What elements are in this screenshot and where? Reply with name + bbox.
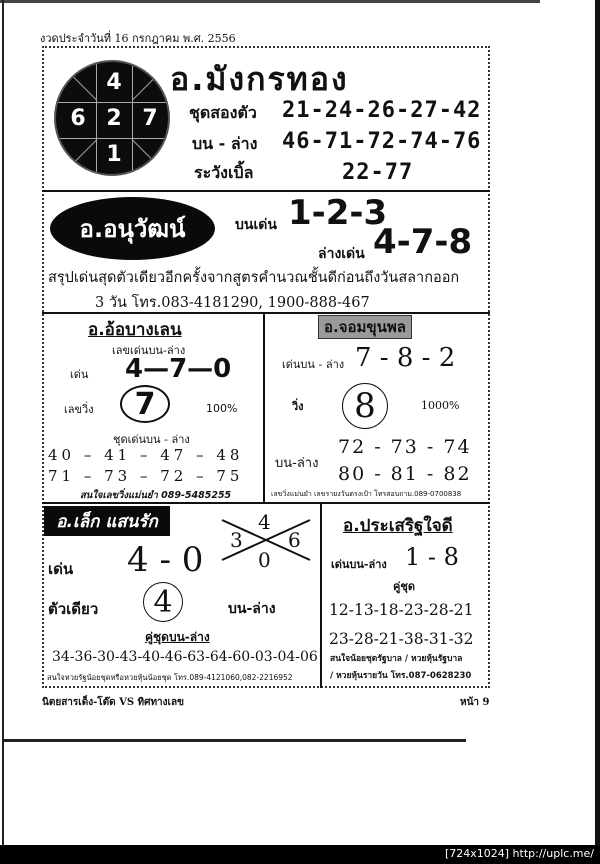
row-value: 46-71-72-74-76 xyxy=(282,129,482,154)
row-label: ชุดสองตัว xyxy=(189,103,257,122)
pairs-label: คู่ชุดบน-ล่าง xyxy=(145,630,210,644)
run-percent: 100% xyxy=(206,402,238,415)
single-circle xyxy=(143,582,183,622)
page-left-edge xyxy=(2,0,4,845)
run-value: 8 xyxy=(354,386,376,426)
row-value: 22-77 xyxy=(342,160,414,185)
row-value: 21-24-26-27-42 xyxy=(282,98,482,123)
watermark-text: [724x1024] http://uplc.me/ xyxy=(444,847,594,860)
number-wheel xyxy=(54,60,170,176)
pairs-label: คู่ชุด xyxy=(393,580,415,593)
pairs-row: 40 – 41 – 47 – 48 xyxy=(48,446,244,464)
run-circle xyxy=(342,383,388,429)
contact-text: 3 วัน โทร.083-4181290, 1900-888-467 xyxy=(95,295,370,311)
pairs-row: 72 - 73 - 74 xyxy=(338,436,472,458)
footer-note: สนใจหวยรัฐน้อยชุดหรือหวยหุ้นน้อยชุด โทร.089-4121060,082-2216952 xyxy=(47,673,293,682)
section-title: อ.มังกรทอง xyxy=(170,60,349,98)
run-percent: 1000% xyxy=(421,399,460,412)
section-ao-title: อ.อ้อบางเลน xyxy=(88,320,182,340)
wheel-top: 4 xyxy=(106,70,122,95)
publication-name: นิตยสารเด็ง-โต๊ด VS ทิศทางเลข xyxy=(42,697,184,708)
lead-label: เด่น xyxy=(70,368,89,381)
cross-bottom: 0 xyxy=(258,548,271,572)
section-jom-title: อ.จอมขุนพล xyxy=(318,315,412,339)
lead-value: 4 - 0 xyxy=(127,540,204,580)
pairs-label: ชุดเด่นบน - ล่าง xyxy=(113,433,190,446)
run-label: เลขวิ่ง xyxy=(64,403,94,416)
row-label: ระวังเบิ้ล xyxy=(194,163,254,182)
cross-left: 3 xyxy=(230,528,243,552)
pairs-label: บน-ล่าง xyxy=(275,456,319,471)
pairs-row: 80 - 81 - 82 xyxy=(338,463,472,485)
row-label: บน - ล่าง xyxy=(192,134,258,153)
page-top-edge xyxy=(0,0,540,3)
divider xyxy=(42,190,490,192)
divider xyxy=(320,502,322,688)
section-lek-title: อ.เล็ก แสนรัก xyxy=(44,506,170,536)
single-label: ตัวเดียว xyxy=(48,600,99,618)
lead-label: เด่นบน - ล่าง xyxy=(282,358,345,371)
lead-value: 7 - 8 - 2 xyxy=(355,343,456,373)
lead-label: เด่น xyxy=(48,560,74,578)
section-prasert-title: อ.ประเสริฐใจดี xyxy=(343,516,453,536)
single-value: 4 xyxy=(153,584,173,620)
footer-note: สนใจน้อยชุดรัฐบาล / หวยหุ้นรัฐบาล xyxy=(330,654,463,664)
page-right-edge xyxy=(595,0,600,845)
issue-date: งวดประจำวันที่ 16 กรกฎาคม พ.ศ. 2556 xyxy=(40,32,236,45)
cross-top: 4 xyxy=(258,510,271,534)
divider xyxy=(42,312,490,314)
wheel-bottom: 1 xyxy=(106,142,122,167)
lead-value: 1 - 8 xyxy=(405,543,459,571)
run-circle xyxy=(120,385,170,423)
lead-value: 4—7—0 xyxy=(125,354,232,384)
divider xyxy=(42,502,490,504)
pairs-row: 12-13-18-23-28-21 xyxy=(329,601,474,619)
wheel-left: 6 xyxy=(70,106,86,131)
pairs-row: 71 – 73 – 72 – 75 xyxy=(48,467,244,485)
run-value: 7 xyxy=(134,386,156,422)
pairs-list: 34-36-30-43-40-46-63-64-60-03-04-06 xyxy=(52,649,318,665)
run-label: วิ่ง xyxy=(292,400,304,413)
page-number: หน้า 9 xyxy=(460,697,490,708)
cross-right: 6 xyxy=(288,528,301,552)
bottom-value: 4-7-8 xyxy=(373,222,473,262)
section-anuwat-title: อ.อนุวัฒน์ xyxy=(50,197,215,260)
bottom-label: ล่างเด่น xyxy=(318,246,365,262)
single-suffix: บน-ล่าง xyxy=(228,601,276,617)
wheel-right: 7 xyxy=(142,106,158,131)
footer-note: / หวยหุ้นรายวัน โทร.087-0628230 xyxy=(330,671,472,681)
section-mangkorn xyxy=(42,48,490,190)
divider xyxy=(263,312,265,502)
footer-note: สนใจเลขวิ่งแม่นยำ 089-5485255 xyxy=(80,490,232,501)
lead-label: เด่นบน-ล่าง xyxy=(331,558,387,571)
summary-text: สรุปเด่นสุดตัวเดียวอีกครั้งจากสูตรคำนวณชั้นดีก่อนถึงวันสลากออก xyxy=(48,270,460,286)
wheel-center: 2 xyxy=(106,106,122,131)
top-value: 1-2-3 xyxy=(288,193,388,233)
bottom-rule xyxy=(4,739,466,742)
footer-note: เลขวิ่งแม่นยำ เลขรายงวันตรงเป้า โทรสอบถาม.089-0700838 xyxy=(271,490,462,498)
pairs-row: 23-28-21-38-31-32 xyxy=(329,630,474,648)
subtitle: เลขเด่นบน-ล่าง xyxy=(112,344,186,357)
top-label: บนเด่น xyxy=(235,217,277,233)
